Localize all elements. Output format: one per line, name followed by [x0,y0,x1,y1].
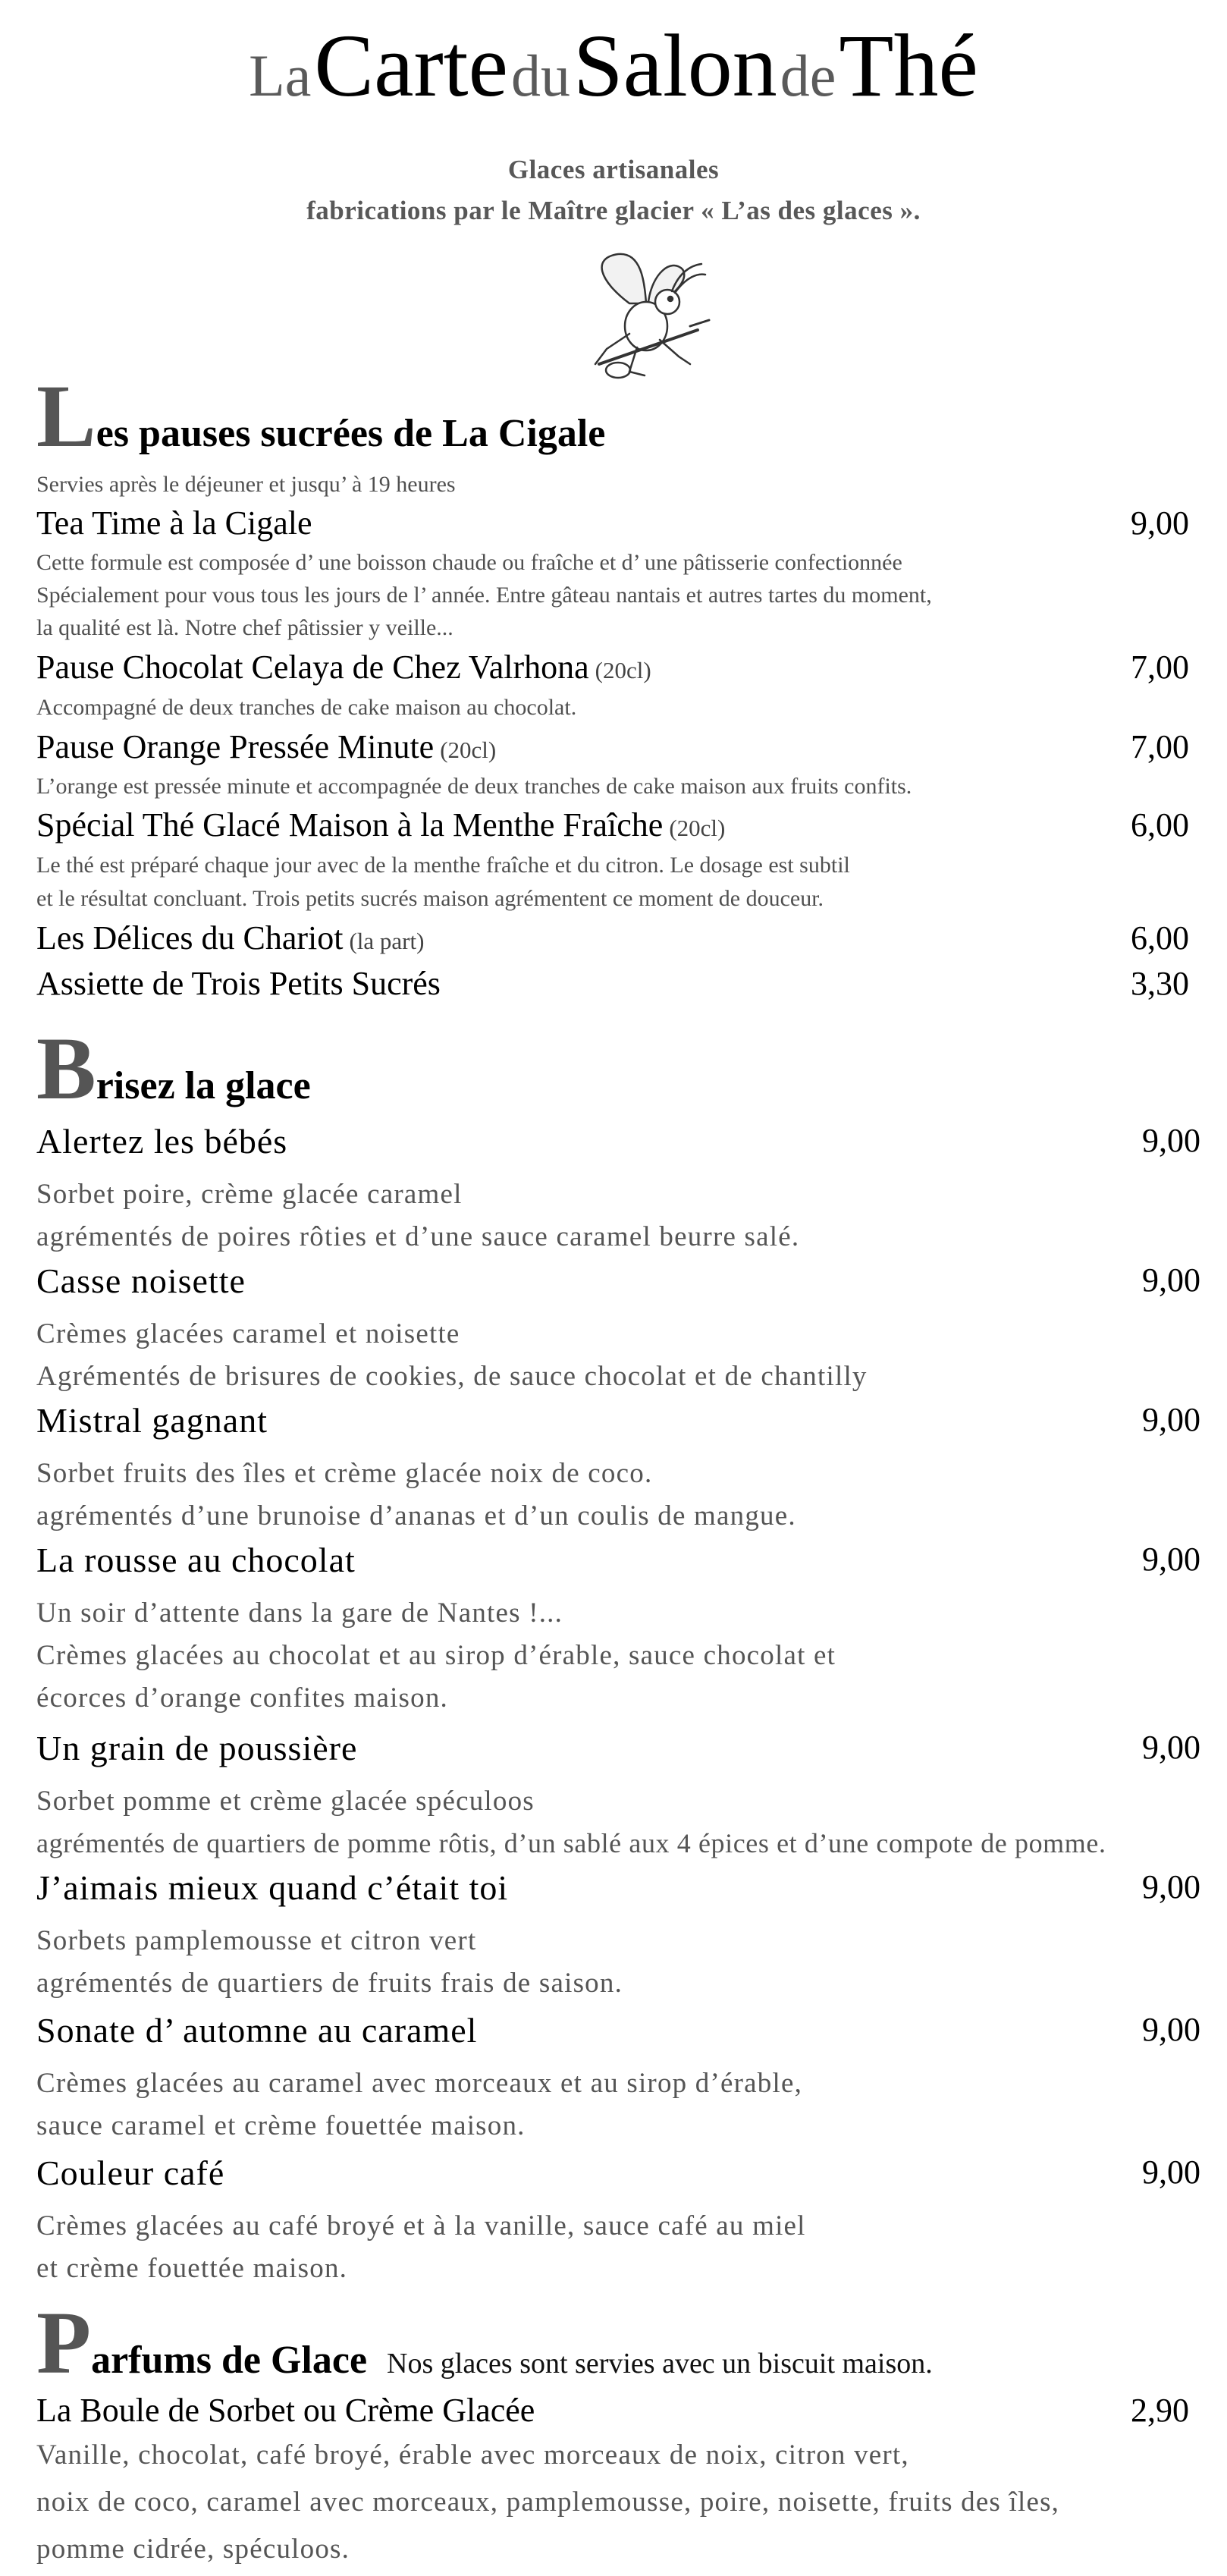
item-name: La rousse au chocolat [36,1541,356,1579]
menu-item [36,651,1189,684]
item-description: et crème fouettée maison. [36,2253,348,2284]
item-volume: (20cl) [440,737,497,763]
item-description: sauce caramel et crème fouettée maison. [36,2110,526,2141]
item-volume: (20cl) [595,657,651,683]
title-word: Salon [573,16,777,115]
item-price: 7,00 [1131,649,1189,686]
item-name: J’aimais mieux quand c’était toi [36,1868,509,1907]
item-volume: (20cl) [669,815,726,841]
item-name: Sonate d’ automne au caramel [36,2011,478,2050]
menu-item [36,504,1189,542]
item-description: Sorbet poire, crème glacée caramel [36,1179,463,1210]
title-word: du [510,42,570,108]
item-name: Casse noisette [36,1261,246,1300]
item-name: Les Délices du Chariot [36,919,344,957]
menu-item [36,967,1189,1001]
item-description: agrémentés de quartiers de fruits frais de saison. [36,1968,623,1999]
item-price: 9,00 [1142,1868,1200,1905]
item-volume: (la part) [349,928,425,954]
menu-item [36,1543,1200,1578]
section-header-pauses [36,366,606,466]
cricket-mascot-icon [576,250,728,387]
item-description: Vanille, chocolat, café broyé, érable avec morceaux de noix, citron vert, [36,2439,909,2471]
menu-item [36,2013,1200,2048]
item-description: Un soir d’attente dans la gare de Nantes !... [36,1597,563,1629]
item-description: Sorbet fruits des îles et crème glacée noix de coco. [36,1458,653,1489]
item-name: La Boule de Sorbet ou Crème Glacée [36,2392,535,2429]
section-note: Nos glaces sont servies avec un biscuit maison. [387,2348,933,2380]
item-description: Crèmes glacées au chocolat et au sirop d’érable, sauce chocolat et [36,1640,836,1671]
item-description: Crèmes glacées caramel et noisette [36,1318,460,1349]
item-description: agrémentés d’une brunoise d’ananas et d’un coulis de mangue. [36,1500,796,1531]
item-description: Agrémentés de brisures de cookies, de sauce chocolat et de chantilly [36,1361,868,1392]
section-initial: B [36,1019,96,1118]
item-description: Crèmes glacées au caramel avec morceaux et au sirop d’érable, [36,2068,803,2099]
item-description: Sorbets pamplemousse et citron vert [36,1925,477,1956]
section-title: risez la glace [96,1064,311,1107]
item-description: la qualité est là. Notre chef pâtissier y veille... [36,615,453,640]
item-description: Cette formule est composée d’ une boisson chaude ou fraîche et d’ une pâtisserie confectionnée [36,550,902,575]
item-price: 6,00 [1131,919,1189,957]
item-description: agrémentés de quartiers de pomme rôtis, d’un sablé aux 4 épices et d’une compote de pomme. [36,1828,1106,1858]
item-price: 9,00 [1142,2153,1200,2191]
section-initial: P [36,2293,92,2392]
item-name: Tea Time à la Cigale [36,504,312,542]
title-word: de [780,42,836,108]
item-name: Alertez les bébés [36,1122,288,1161]
menu-item [36,1261,1200,1300]
item-price: 9,00 [1142,1401,1200,1438]
item-description: noix de coco, caramel avec morceaux, pamplemousse, poire, noisette, fruits des îles, [36,2486,1060,2518]
item-description: Spécialement pour vous tous les jours de l’ année. Entre gâteau nantais et autres tartes du moment, [36,583,932,608]
item-description: pomme cidrée, spéculoos. [36,2534,350,2565]
item-price: 6,00 [1131,806,1189,843]
item-price: 9,00 [1131,504,1189,542]
item-description: écorces d’orange confites maison. [36,1682,449,1714]
item-description: Crèmes glacées au café broyé et à la vanille, sauce café au miel [36,2210,806,2241]
menu-item [36,919,1189,957]
item-name: Mistral gagnant [36,1401,268,1440]
menu-item [36,1868,1200,1907]
item-price: 9,00 [1142,1729,1200,1766]
item-name: Spécial Thé Glacé Maison à la Menthe Fraîche [36,806,664,843]
menu-item [36,2394,1189,2427]
item-name: Assiette de Trois Petits Sucrés [36,965,441,1002]
item-description: Sorbet pomme et crème glacée spéculoos [36,1786,535,1817]
item-price: 9,00 [1142,1541,1200,1578]
menu-item [36,2153,1200,2192]
section-note: Servies après le déjeuner et jusqu’ à 19 heures [36,472,456,497]
menu-item [36,1731,1200,1766]
item-price: 3,30 [1131,965,1189,1002]
item-price: 9,00 [1142,2011,1200,2048]
section-title: es pauses sucrées de La Cigale [96,412,606,455]
subtitle-line: fabrications par le Maître glacier « L’as des glaces ». [306,196,921,225]
item-name: Couleur café [36,2153,225,2192]
section-header-parfums [36,2293,933,2392]
title-word: Thé [839,16,978,115]
item-price: 7,00 [1131,728,1189,765]
menu-item [36,1403,1200,1438]
item-price: 2,90 [1131,2392,1189,2429]
menu-item [36,806,1189,843]
page-title [0,16,1227,115]
item-description: Le thé est préparé chaque jour avec de la menthe fraîche et du citron. Le dosage est subtil [36,853,850,878]
menu-item [36,730,1189,764]
section-header-glace [36,1019,311,1118]
item-name: Pause Orange Pressée Minute [36,728,435,765]
section-title: arfums de Glace [91,2339,368,2382]
title-word: La [249,42,312,108]
item-name: Un grain de poussière [36,1729,358,1767]
item-description: Accompagné de deux tranches de cake maison au chocolat. [36,695,577,720]
item-price: 9,00 [1142,1122,1200,1159]
section-initial: L [36,366,96,466]
subtitle-line: Glaces artisanales [507,155,720,184]
item-name: Pause Chocolat Celaya de Chez Valrhona [36,649,589,686]
item-description: et le résultat concluant. Trois petits sucrés maison agrémentent ce moment de douceur. [36,886,824,911]
menu-item [36,1124,1200,1159]
item-description: agrémentés de poires rôties et d’une sauce caramel beurre salé. [36,1221,800,1252]
title-word: Carte [314,16,508,115]
item-description: L’orange est pressée minute et accompagnée de deux tranches de cake maison aux fruits confits. [36,774,912,799]
item-price: 9,00 [1142,1261,1200,1299]
